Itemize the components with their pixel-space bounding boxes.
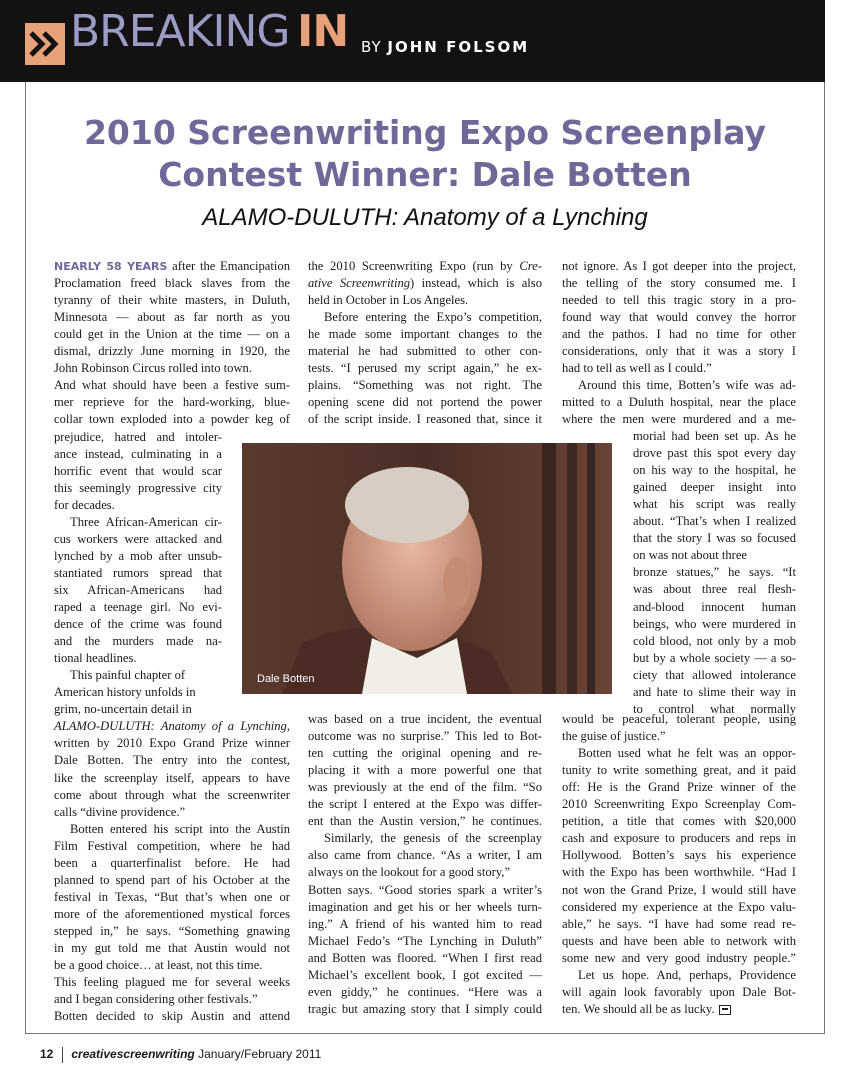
- byline-author: JOHN FOLSOM: [387, 38, 530, 56]
- text-run: was previously at the end of the film. “So: [308, 780, 542, 795]
- text-line: [578, 377, 796, 394]
- frame-left-rule: [25, 82, 26, 1033]
- text-line: [70, 514, 222, 531]
- text-run: dismal, drizzly June morning in 1920, the: [54, 344, 290, 359]
- text-line: [308, 762, 542, 779]
- text-run: the guise of justice.”: [562, 729, 666, 744]
- text-line: [308, 377, 542, 394]
- text-line: [562, 360, 712, 377]
- text-line: [633, 667, 796, 684]
- text-run: been a quarterfinalist before. He had: [54, 855, 290, 870]
- text-run: mitted to a Duluth hospital, near the place: [562, 395, 796, 410]
- text-line: [633, 462, 796, 479]
- text-run: considered my experience at the Expo valu-: [562, 899, 796, 914]
- text-run: with the Expo has been worthwhile. “Had I: [562, 865, 796, 880]
- text-run: prejudice, hatred and intoler-: [54, 429, 222, 444]
- text-run: quests and have been able to network with: [562, 933, 796, 948]
- text-line: [54, 582, 222, 599]
- text-run: bronze statues,” he says. “It: [633, 565, 796, 580]
- text-line: [562, 984, 796, 1001]
- text-line: [562, 916, 796, 933]
- text-line: [308, 847, 542, 864]
- text-run: he made some important changes to the: [308, 327, 542, 342]
- text-line: [54, 463, 222, 480]
- text-line: [54, 957, 262, 974]
- text-line: [562, 343, 796, 360]
- text-line: [633, 581, 796, 598]
- text-line: [633, 479, 796, 496]
- text-run: would be peaceful, tolerant people, using: [562, 712, 796, 726]
- text-run: had to tell as well as I could.”: [562, 361, 712, 376]
- text-run: will again look favorably upon Dale Bot-: [562, 984, 796, 999]
- text-line: [54, 633, 222, 650]
- text-line: [54, 326, 290, 343]
- text-line: [562, 1001, 731, 1018]
- text-run: able,” he says. “I have had some read re-: [562, 916, 796, 931]
- text-line: [54, 446, 222, 463]
- text-run: outcome was no surprise.” This led to Bot-: [308, 729, 542, 744]
- text-run: American history unfolds in: [54, 685, 196, 700]
- byline-by: BY: [361, 38, 382, 56]
- text-line: [54, 1008, 290, 1025]
- text-run: plains. “Something was not right. The: [308, 378, 542, 393]
- text-run: off: He is the Grand Prize winner of the: [562, 780, 796, 795]
- text-line: [308, 916, 542, 933]
- text-run: the telling of the story consumed me. I: [562, 276, 796, 291]
- end-mark-icon: [719, 1005, 731, 1015]
- text-line: [562, 813, 796, 830]
- text-line: [54, 752, 290, 769]
- text-line: [562, 326, 796, 343]
- text-run: petition, a title that comes with $20,000: [562, 814, 796, 829]
- text-run: and the murders made na-: [54, 634, 222, 649]
- text-line: [308, 258, 542, 275]
- text-line: [633, 428, 796, 445]
- text-line: [562, 796, 796, 813]
- italic-run: ALAMO-DULUTH: Anatomy of a Lynching: [54, 719, 287, 734]
- text-line: [633, 616, 796, 633]
- text-run: Hollywood. Botten’s says his experience: [562, 848, 796, 863]
- text-run: Around this time, Botten’s wife was ad-: [578, 378, 796, 393]
- text-line: [308, 796, 542, 813]
- text-run: like the screenplay itself, appears to have: [54, 770, 290, 785]
- author-photo: [242, 443, 612, 694]
- text-run: cus workers were attacked and: [54, 531, 222, 546]
- issue-date: January/February 2011: [198, 1047, 322, 1062]
- text-run: Before entering the Expo’s competition,: [324, 310, 542, 325]
- text-line: [54, 923, 290, 940]
- text-run: opening scene did not portend the power: [308, 395, 542, 410]
- text-run: could get in the Union at the time — on a: [54, 327, 290, 342]
- text-line: [54, 497, 115, 514]
- text-line: [308, 292, 468, 309]
- text-run: cash and exposure to producers and reps in: [562, 831, 796, 846]
- text-run: was based on a true incident, the eventual: [308, 712, 542, 726]
- text-run: of the script inside. I reasoned that, since it: [308, 412, 542, 427]
- photo-caption: Dale Botten: [257, 673, 315, 685]
- text-line: [308, 745, 542, 762]
- frame-bottom-rule: [25, 1033, 825, 1034]
- text-run: where the men were murdered and a me-: [562, 412, 796, 427]
- text-line: [54, 906, 290, 923]
- text-run: to control what normally: [633, 701, 796, 716]
- text-line: [54, 974, 290, 991]
- text-line: [324, 830, 542, 847]
- text-line: [308, 711, 542, 728]
- text-line: [54, 889, 290, 906]
- text-line: [54, 480, 222, 497]
- text-run: and I began considering other festivals.”: [54, 992, 258, 1007]
- article-title: [40, 112, 810, 196]
- text-line: [54, 735, 290, 752]
- text-run: Let us hope. And, perhaps, Providence: [578, 967, 796, 982]
- text-line: [633, 599, 796, 616]
- page-footer: [40, 1047, 321, 1063]
- text-run: gained deeper insight into: [633, 480, 796, 495]
- text-run: for decades.: [54, 497, 115, 512]
- text-line: [54, 872, 290, 889]
- text-run: ing.” A friend of his wanted him to read: [308, 916, 542, 931]
- article-subtitle: ALAMO-DULUTH: Anatomy of a Lynching: [202, 204, 648, 231]
- text-run: 2010 Screenwriting Expo Screenplay Com-: [562, 797, 796, 812]
- text-run: dence of the crime was found: [54, 617, 222, 632]
- text-run: ten. We should all be as lucky.: [562, 1001, 715, 1016]
- text-line: [308, 343, 542, 360]
- text-run: but by a whole society — a so-: [633, 650, 796, 665]
- text-line: [633, 547, 747, 564]
- text-line: [308, 813, 542, 830]
- text-line: [308, 360, 542, 377]
- text-line: [54, 787, 290, 804]
- text-run: was about three real flesh-: [633, 582, 796, 597]
- footer-divider: [62, 1047, 63, 1063]
- text-line: [562, 275, 796, 292]
- italic-run: Cre-: [519, 259, 542, 273]
- text-line: [633, 633, 796, 650]
- text-run: tyranny of their white masters, in Duluth,: [54, 293, 290, 308]
- text-run: not ignore. As I got deeper into the project,: [562, 259, 796, 273]
- text-line: [562, 864, 796, 881]
- text-line: [562, 292, 796, 309]
- text-run: calls “divine providence.”: [54, 804, 186, 819]
- text-line: [54, 309, 290, 326]
- text-run: beings, who were murdered in: [633, 616, 796, 631]
- text-run: tional headlines.: [54, 651, 137, 666]
- text-line: [308, 864, 510, 881]
- text-run: and Botten was floored. “When I first read: [308, 950, 542, 965]
- text-run: raped a teenage girl. No evi-: [54, 600, 222, 614]
- text-run: and-blood innocent human: [633, 599, 796, 614]
- text-run: lynched by a mob after unsub-: [54, 548, 222, 563]
- text-line: [633, 445, 796, 462]
- text-line: [54, 548, 222, 565]
- text-line: [54, 684, 196, 701]
- text-line: [54, 616, 222, 633]
- text-line: [308, 967, 542, 984]
- text-line: [562, 950, 796, 967]
- text-line: [562, 882, 796, 899]
- text-run: held in October in Los Angeles.: [308, 293, 469, 308]
- text-run: ance instead, culminating in a: [54, 446, 222, 461]
- text-run: always on the lookout for a good story,”: [308, 865, 511, 880]
- text-run: horrific event that would scar: [54, 463, 222, 478]
- text-line: [308, 899, 542, 916]
- text-run: after the Emancipation: [167, 259, 290, 273]
- text-run: found way that would convey the horror: [562, 310, 796, 325]
- text-run: drove past this spot every day: [633, 446, 796, 461]
- text-line: [54, 258, 290, 275]
- text-line: [562, 899, 796, 916]
- text-line: [308, 728, 542, 745]
- section-header: [0, 0, 825, 82]
- text-line: [54, 718, 290, 735]
- text-line: [54, 411, 290, 428]
- italic-run: ative Screenwriting: [308, 276, 411, 291]
- frame-right-rule: [824, 82, 825, 1033]
- text-line: [308, 394, 542, 411]
- text-line: [562, 933, 796, 950]
- text-run: on his way to the hospital, he: [633, 463, 796, 478]
- text-run: Proclamation freed black slaves from the: [54, 276, 290, 291]
- text-line: [308, 933, 542, 950]
- text-run: Three African-American cir-: [70, 514, 222, 529]
- text-line: [633, 513, 796, 530]
- text-run: Film Festival competition, where he had: [54, 838, 290, 853]
- text-line: [54, 599, 222, 616]
- text-run: the script I entered at the Expo was differ-: [308, 797, 542, 812]
- text-run: stepped in,” he says. “Something gnawing: [54, 923, 290, 938]
- text-line: [308, 779, 542, 796]
- text-line: [562, 847, 796, 864]
- text-run: festival in Texas, “But that’s when one or: [54, 889, 290, 904]
- text-run: Botten entered his script into the Austin: [70, 821, 290, 836]
- text-run: and the pathos. I had no time for other: [562, 327, 796, 342]
- text-line: [54, 360, 252, 377]
- text-line: [54, 770, 290, 787]
- page-number: 12: [40, 1047, 54, 1062]
- text-run: Similarly, the genesis of the screenplay: [324, 831, 542, 846]
- text-line: [578, 967, 796, 984]
- text-run: Botten decided to skip Austin and attend: [54, 1009, 290, 1024]
- text-line: [308, 984, 542, 1001]
- text-run: six African-Americans had: [54, 582, 222, 597]
- text-line: [562, 762, 796, 779]
- text-run: Michael Fedo’s “The Lynching in Duluth”: [308, 933, 542, 948]
- text-run: ciety that allowed intolerance: [633, 667, 796, 682]
- text-run: that the story I was so focused: [633, 531, 796, 546]
- article-title-line2: Contest Winner: Dale Botten: [158, 155, 692, 194]
- text-run: stantiated rumors spread that: [54, 565, 222, 580]
- text-run: and hate to slime their way in: [633, 684, 796, 699]
- text-run: cold blood, not only by a mob: [633, 633, 796, 648]
- text-line: [308, 275, 542, 292]
- text-line: [54, 940, 290, 957]
- section-name-in: IN: [297, 6, 349, 57]
- text-run: the 2010 Screenwriting Expo (run by: [308, 259, 520, 273]
- text-line: [562, 711, 796, 728]
- text-line: [308, 882, 542, 899]
- text-run: written by 2010 Expo Grand Prize winner: [54, 736, 290, 751]
- text-line: [54, 991, 258, 1008]
- text-line: [633, 530, 796, 547]
- text-line: [308, 950, 542, 967]
- text-run: material he had submitted to other con-: [308, 344, 542, 359]
- text-run: in my gut told me that Austin would not: [54, 941, 290, 955]
- section-name-breaking: BREAKING: [70, 6, 290, 57]
- article-title-line1: 2010 Screenwriting Expo Screenplay: [83, 113, 767, 152]
- text-run: This feeling plagued me for several weeks: [54, 975, 290, 990]
- text-run: placing it with a more powerful one that: [308, 763, 542, 778]
- text-run: Botten says. “Good stories spark a writer’s: [308, 882, 542, 897]
- text-run: on was not about three: [633, 548, 748, 563]
- text-line: [633, 650, 796, 667]
- text-line: [54, 292, 290, 309]
- text-run: grim, no-uncertain detail in: [54, 702, 192, 717]
- text-run: And what should have been a festive sum-: [54, 378, 290, 393]
- text-line: [54, 343, 290, 360]
- text-line: [562, 779, 796, 796]
- text-line: [54, 804, 185, 821]
- text-run: needed to tell this tragic story in a pro-: [562, 293, 796, 308]
- text-line: [578, 745, 796, 762]
- text-run: ,: [286, 719, 290, 734]
- text-run: not won the Grand Prize, I would still have: [562, 882, 796, 897]
- text-run: Michael’s excellent book, I got excited —: [308, 967, 542, 982]
- text-run: more of the aforementioned mystical forces: [54, 906, 290, 921]
- text-line: [633, 496, 796, 513]
- text-run: ent than the Austin version,” he continues.: [308, 814, 542, 829]
- text-run: considerations, only that it was a story I: [562, 344, 796, 359]
- text-run: some new and very good industry people.”: [562, 950, 796, 965]
- text-line: [562, 258, 796, 275]
- text-line: [54, 565, 222, 582]
- text-line: [324, 309, 542, 326]
- text-run: tests. “I perused my script again,” he ex-: [308, 361, 542, 376]
- text-line: [633, 564, 796, 581]
- text-line: [54, 855, 290, 872]
- text-line: [562, 411, 796, 428]
- text-line: [562, 394, 796, 411]
- text-run: come about through what the screenwriter: [54, 787, 290, 802]
- text-run: Minnesota — about as far north as you: [54, 310, 290, 325]
- text-line: [308, 326, 542, 343]
- text-line: [54, 275, 290, 292]
- publication-name: creativescreenwriting: [71, 1047, 195, 1062]
- text-line: [54, 394, 290, 411]
- text-line: [54, 531, 222, 548]
- lead-in: NEARLY 58 YEARS: [54, 260, 168, 273]
- text-run: also came from chance. “As a writer, I am: [308, 848, 542, 863]
- text-line: [54, 650, 137, 667]
- text-run: This painful chapter of: [70, 668, 186, 683]
- text-line: [633, 684, 796, 701]
- text-run: collar town exploded into a powder keg of: [54, 412, 290, 427]
- text-run: about. “That’s when I realized: [633, 514, 796, 529]
- text-line: [70, 821, 290, 838]
- text-line: [54, 838, 290, 855]
- text-run: ten cutting the original opening and re-: [308, 746, 542, 761]
- text-line: [562, 830, 796, 847]
- text-line: [562, 728, 666, 745]
- text-line: [308, 1001, 542, 1018]
- text-line: [562, 309, 796, 326]
- text-run: Botten used what he felt was an oppor-: [578, 746, 796, 761]
- text-run: tunity to write something great, and it paid: [562, 763, 796, 778]
- text-run: ) instead, which is also: [410, 276, 543, 291]
- text-run: mer reprieve for the hard-working, blue-: [54, 395, 290, 410]
- text-run: this seemingly progressive city: [54, 480, 222, 495]
- text-line: [54, 377, 290, 394]
- text-run: be a good choice… at least, not this time.: [54, 958, 263, 973]
- text-run: Dale Botten. The entry into the contest,: [54, 753, 290, 768]
- text-line: [308, 411, 542, 428]
- double-chevron-icon: [25, 23, 65, 65]
- text-run: planned to spend part of his October at the: [54, 872, 290, 887]
- text-line: [54, 701, 192, 718]
- text-run: what his script was really: [633, 497, 796, 512]
- text-run: tragic but amazing story that I simply could: [308, 1001, 542, 1016]
- byline: [361, 38, 529, 56]
- text-run: morial had been set up. As he: [633, 429, 796, 443]
- text-line: [70, 667, 185, 684]
- text-run: imagination and get his or her wheels turn-: [308, 899, 542, 914]
- text-run: John Robinson Circus rolled into town.: [54, 361, 253, 376]
- text-line: [54, 429, 222, 446]
- text-run: even giddy,” he continues. “Here was a: [308, 984, 542, 999]
